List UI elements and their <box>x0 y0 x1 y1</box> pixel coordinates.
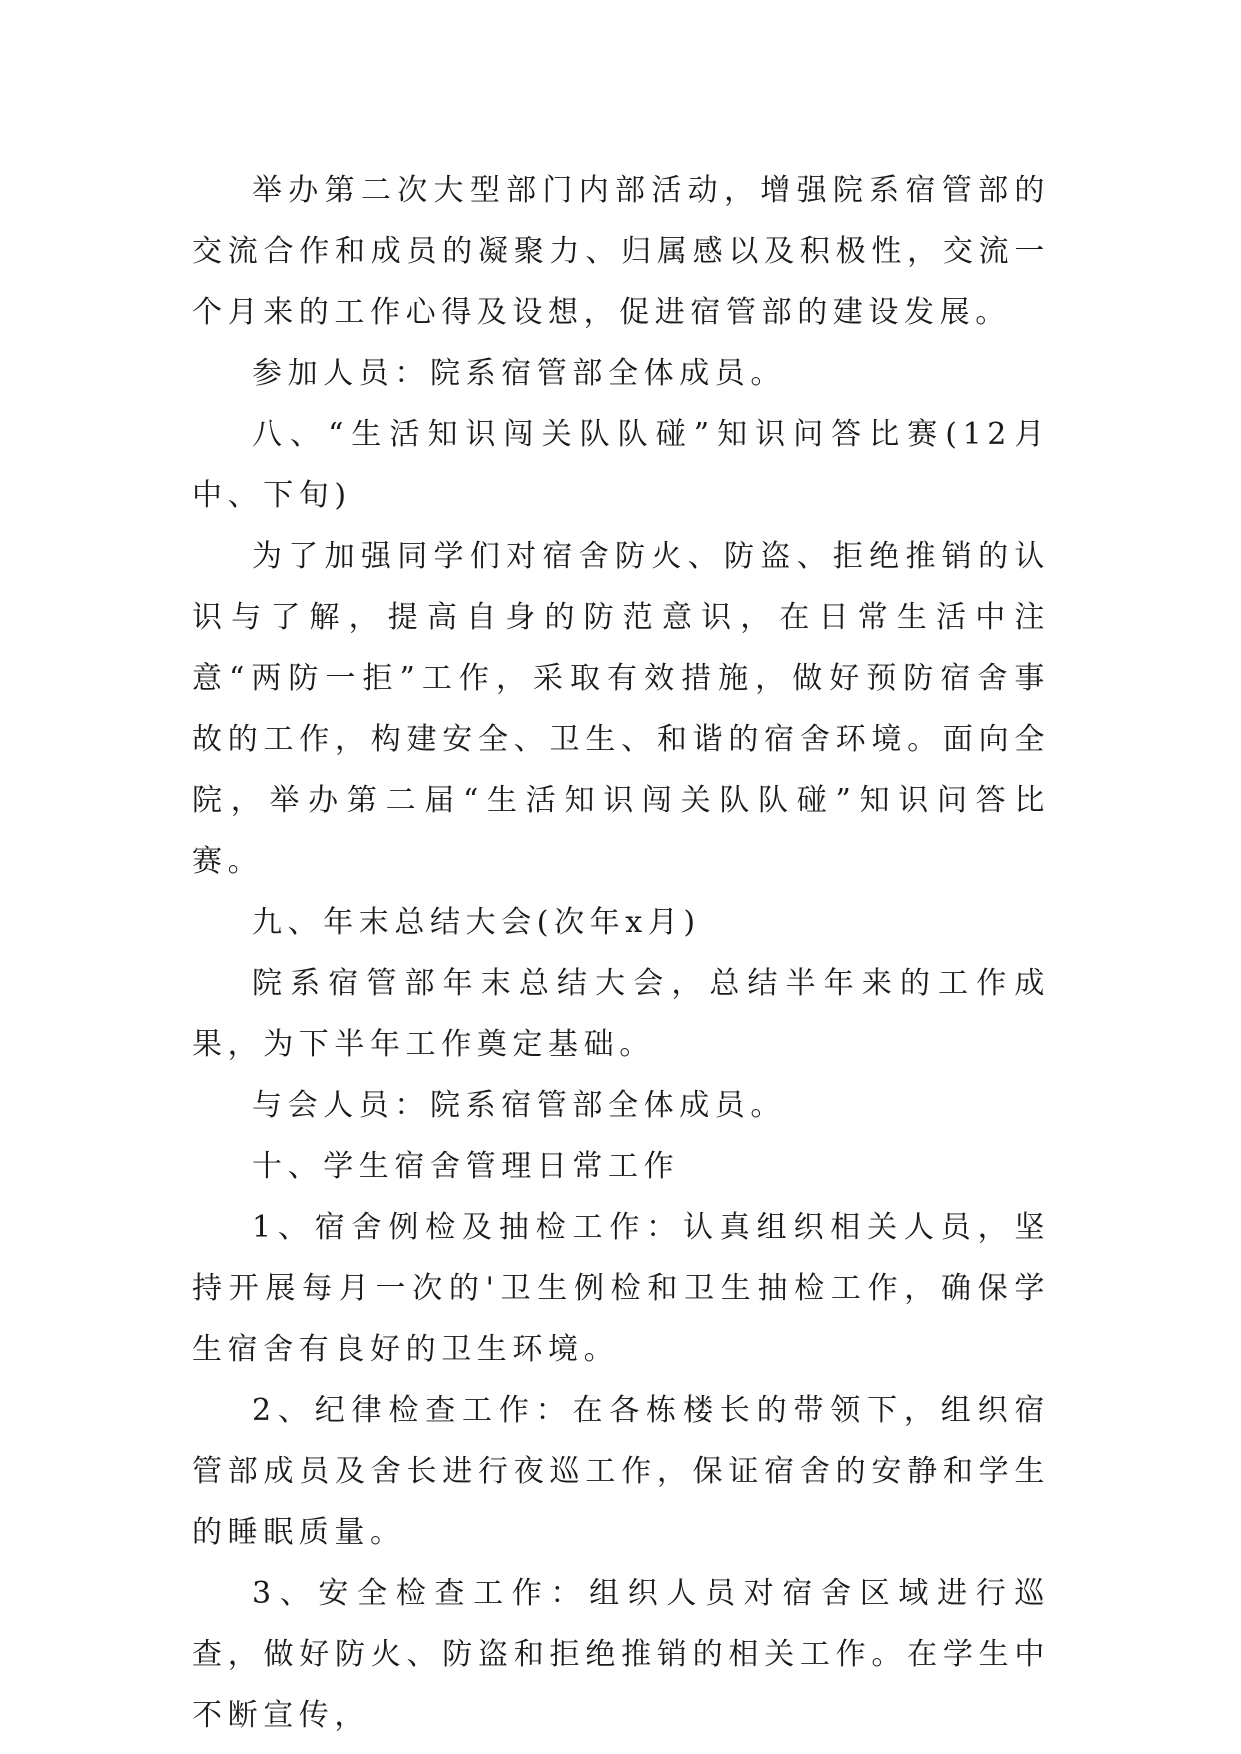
paragraph-participants: 参加人员：院系宿管部全体成员。 <box>252 356 786 391</box>
section-heading-year-end-meeting: 九、年末总结大会(次年x月) <box>252 905 701 940</box>
paragraph-year-end-meeting: 院系宿管部年末总结大会，总结半年来的工作成果，为下半年工作奠定基础。 <box>192 966 1050 1062</box>
document-body <box>192 160 1050 1746</box>
section-heading-quiz: 八、“生活知识闯关队队碰”知识问答比赛(12月中、下旬) <box>192 417 1050 513</box>
paragraph-quiz-description: 为了加强同学们对宿舍防火、防盗、拒绝推销的认识与了解，提高自身的防范意识，在日常生活中注意“两防一拒”工作，采取有效措施，做好预防宿舍事故的工作，构建安全、卫生、和谐的宿舍环境。面向全院，举办第二届“生活知识闯关队队碰”知识问答比赛。 <box>192 539 1050 879</box>
list-item-safety: 3、安全检查工作：组织人员对宿舍区域进行巡查，做好防火、防盗和拒绝推销的相关工作。在学生中不断宣传， <box>192 1576 1050 1733</box>
paragraph-activity-description: 举办第二次大型部门内部活动，增强院系宿管部的交流合作和成员的凝聚力、归属感以及积极性，交流一个月来的工作心得及设想，促进宿管部的建设发展。 <box>192 173 1050 330</box>
paragraph-attendees: 与会人员：院系宿管部全体成员。 <box>252 1088 786 1123</box>
list-item-inspection: 1、宿舍例检及抽检工作：认真组织相关人员，坚持开展每月一次的'卫生例检和卫生抽检工作，确保学生宿舍有良好的卫生环境。 <box>192 1210 1050 1367</box>
list-item-discipline: 2、纪律检查工作：在各栋楼长的带领下，组织宿管部成员及舍长进行夜巡工作，保证宿舍的安静和学生的睡眠质量。 <box>192 1393 1050 1550</box>
section-heading-daily-work: 十、学生宿舍管理日常工作 <box>252 1149 680 1184</box>
